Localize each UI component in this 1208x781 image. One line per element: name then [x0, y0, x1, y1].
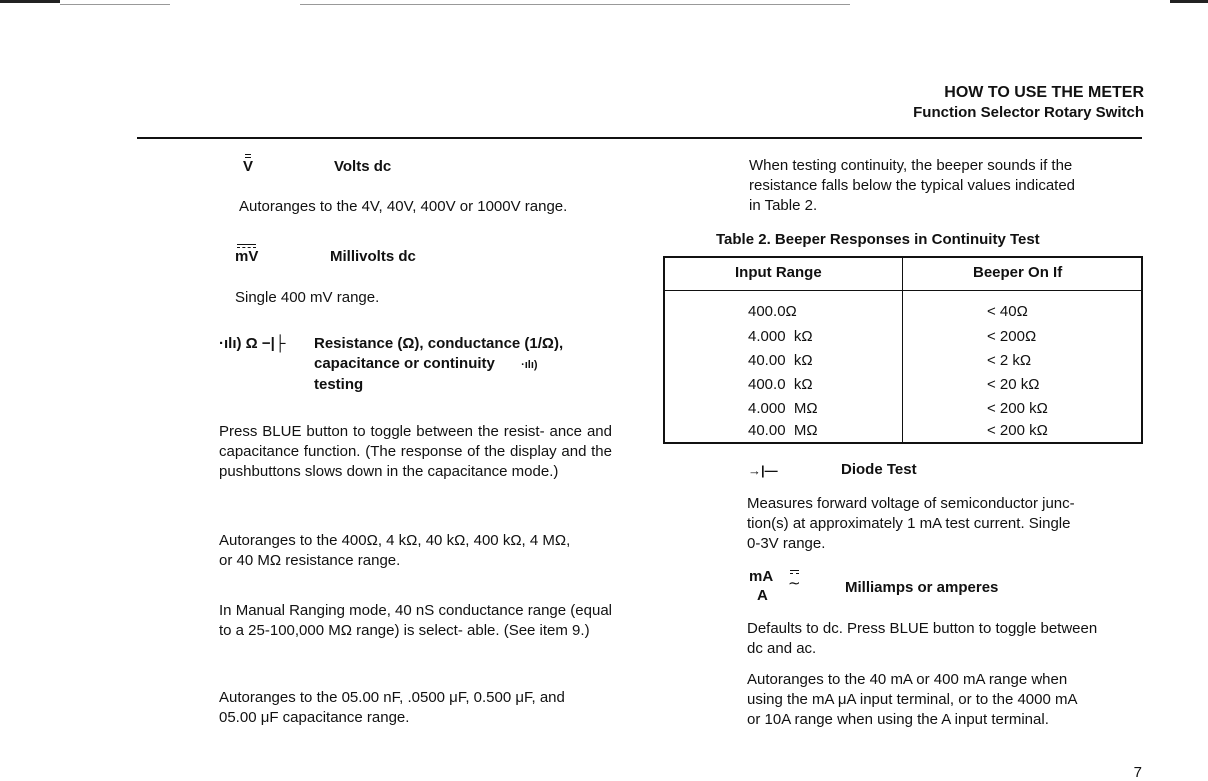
continuity-line3: in Table 2. — [749, 197, 818, 214]
amps-p1-line1: Defaults to dc. Press BLUE button to toggle between — [747, 620, 1098, 637]
resistance-symbol: ·ılı) Ω −|├ — [219, 335, 286, 352]
table-cell: < 20 kΩ — [987, 376, 1040, 393]
amps-p1-line2: dc and ac. — [747, 640, 817, 657]
capacitance-paragraph-line1: Autoranges to the 05.00 nF, .0500 μF, 0.500 μF, and — [219, 689, 565, 706]
amps-title: Milliamps or amperes — [845, 579, 999, 596]
table-cell: 4.000 MΩ — [748, 400, 818, 417]
diode-symbol: →|— — [748, 463, 778, 478]
diode-line1: Measures forward voltage of semiconductor junc- — [747, 495, 1075, 512]
volts-dc-text: Autoranges to the 4V, 40V, 400V or 1000V range. — [239, 198, 568, 215]
table-header-input-range: Input Range — [735, 264, 822, 281]
diode-paragraph — [747, 494, 1145, 554]
conductance-paragraph: In Manual Ranging mode, 40 nS conductance range (equal to a 25-100,000 MΩ range) is select- able. (See item 9.) — [219, 602, 612, 639]
amps-p2-line3: or 10A range when using the A input terminal. — [747, 711, 1049, 728]
millivolts-dc-text: Single 400 mV range. — [235, 289, 380, 306]
resistance-title-line2 — [314, 354, 614, 375]
table-cell: 400.0 kΩ — [748, 376, 813, 393]
millivolts-dc-title: Millivolts dc — [330, 248, 416, 265]
subsection-header: Function Selector Rotary Switch — [913, 104, 1144, 121]
continuity-paragraph — [749, 156, 1144, 216]
scan-edge-line — [1170, 0, 1208, 3]
table-column-divider — [902, 258, 903, 442]
table-cell: < 40Ω — [987, 303, 1028, 320]
table-cell: 400.0Ω — [748, 303, 797, 320]
table-caption: Table 2. Beeper Responses in Continuity Test — [716, 231, 1040, 248]
table-header-divider — [665, 290, 1141, 291]
header-rule — [137, 137, 1142, 139]
diode-line2: tion(s) at approximately 1 mA test current. Single — [747, 515, 1071, 532]
table-cell: 40.00 kΩ — [748, 352, 813, 369]
resistance-paragraph-2-line2: or 40 MΩ resistance range. — [219, 552, 401, 569]
continuity-line2: resistance falls below the typical values indicated — [749, 177, 1076, 194]
table-cell: 4.000 kΩ — [748, 328, 813, 345]
capacitance-paragraph — [219, 688, 619, 728]
resistance-paragraph-2-line1: Autoranges to the 400Ω, 4 kΩ, 40 kΩ, 400 kΩ, 4 MΩ, — [219, 532, 571, 549]
resistance-paragraph-1: Press BLUE button to toggle between the resist- ance and capacitance function. (The response of the display and the pushbuttons slows down in the capacitance mode.) — [219, 423, 612, 480]
beeper-table — [663, 256, 1143, 444]
capacitance-paragraph-line2: 05.00 μF capacitance range. — [219, 709, 410, 726]
scan-edge-line — [0, 0, 60, 3]
continuity-icon: ·ılı) — [521, 359, 538, 371]
resistance-title — [314, 334, 614, 395]
amps-p2-line2: using the mA μA input terminal, or to the 4000 mA — [747, 691, 1078, 708]
amps-symbol-top: mA — [749, 568, 774, 585]
table-cell: < 200 kΩ — [987, 400, 1048, 417]
millivolts-dc-symbol: mV — [235, 248, 259, 265]
table-cell: < 200Ω — [987, 328, 1037, 345]
table-cell: < 2 kΩ — [987, 352, 1032, 369]
resistance-title-line1: Resistance (Ω), conductance (1/Ω), — [314, 335, 564, 352]
table-cell: < 200 kΩ — [987, 422, 1048, 439]
page-number: 7 — [1133, 764, 1142, 781]
resistance-paragraph-2 — [219, 531, 619, 571]
resistance-title-line2-text: capacitance or continuity — [314, 355, 495, 372]
section-header: HOW TO USE THE METER — [944, 84, 1144, 101]
continuity-line1: When testing continuity, the beeper sounds if the — [749, 157, 1073, 174]
amps-paragraph-1 — [747, 619, 1145, 659]
volts-dc-symbol: V — [243, 158, 254, 175]
scan-edge-line — [300, 4, 850, 5]
amps-symbol-bottom: A — [757, 587, 768, 604]
resistance-title-line3: testing — [314, 376, 364, 393]
table-cell: 40.00 MΩ — [748, 422, 818, 439]
scan-edge-line — [60, 4, 170, 5]
amps-paragraph-2 — [747, 670, 1145, 730]
diode-title: Diode Test — [841, 461, 917, 478]
diode-line3: 0-3V range. — [747, 535, 826, 552]
ac-dc-icon: ∼ — [788, 575, 801, 592]
volts-dc-title: Volts dc — [334, 158, 392, 175]
table-header-beeper-on: Beeper On If — [973, 264, 1063, 281]
amps-p2-line1: Autoranges to the 40 mA or 400 mA range when — [747, 671, 1068, 688]
